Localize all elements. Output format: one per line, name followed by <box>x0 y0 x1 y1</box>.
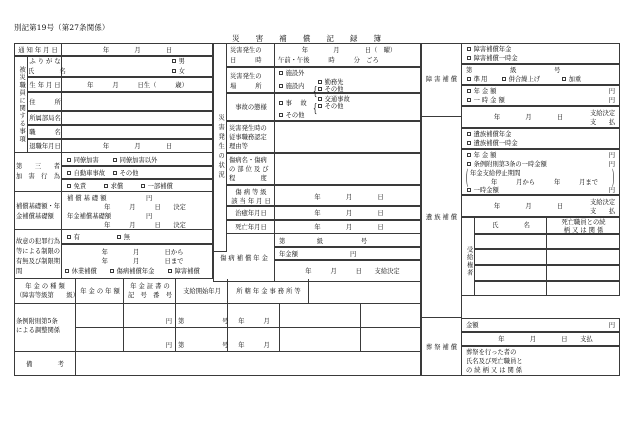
notice-date-value: 年 月 日 <box>102 47 173 54</box>
beneficiary-name-row1[interactable] <box>475 234 547 249</box>
combine-checkbox[interactable] <box>502 77 506 81</box>
pension-extra-header-cell <box>309 279 421 304</box>
survivor-pension-label: 遺族補償年金 <box>473 131 512 138</box>
place-inside-option[interactable] <box>279 83 304 91</box>
cure-value: 年 月 日 <box>314 210 384 217</box>
injury-label-l1: 傷病名・傷病 <box>229 157 267 164</box>
base-amount-row1-unit: 円 <box>146 195 153 202</box>
base-amount-row2-label: 年金補償基礎額 <box>67 213 112 220</box>
acc-traffic-checkbox[interactable] <box>318 97 322 101</box>
cert-row1-no: 第 号 <box>178 318 229 325</box>
survivor-annual-option[interactable] <box>467 152 496 160</box>
apply-checkbox[interactable] <box>467 77 471 81</box>
survivor-unit1: 円 <box>608 152 615 159</box>
disability-unit1: 円 <box>608 88 615 95</box>
acc-other2-label: その他 <box>324 103 344 110</box>
occur-datetime-v1: 年 月 日（ 曜） <box>301 47 397 54</box>
funeral-amount-unit: 円 <box>608 322 615 329</box>
sex-male-option[interactable] <box>172 58 185 66</box>
crime-disability-option[interactable] <box>168 268 200 276</box>
department-label: 所属部局名 <box>29 115 61 122</box>
survivor-decision-l1: 支給決定 <box>590 199 616 206</box>
crime-label-line1: 故意の犯罪行為 <box>16 238 61 245</box>
suspend-paren-open-icon: ( <box>466 167 469 191</box>
base-amount-row2-unit: 円 <box>146 213 153 220</box>
beneficiary-relation-row4[interactable] <box>547 281 620 296</box>
beneficiary-relation-row1[interactable] <box>547 234 620 249</box>
occur-datetime-label-l1: 災害発生の <box>230 47 262 54</box>
sex-female-checkbox[interactable] <box>172 69 176 73</box>
funeral-date-line: 年 月 日 支払 <box>498 336 593 343</box>
acc-accident-option[interactable] <box>279 100 308 108</box>
beneficiary-name-row2[interactable] <box>475 249 547 265</box>
exempt-label: 免責 <box>73 183 87 190</box>
injury-pension-amount-label: 年金額 <box>279 251 298 258</box>
car-accident-label: 自動車事故 <box>73 170 106 177</box>
disability-pension-option[interactable] <box>467 46 511 54</box>
cert-row1-extra-cell[interactable] <box>361 304 421 328</box>
survivor-decision-l2: 支 払 <box>590 208 616 215</box>
accident-label: 事故の態様 <box>235 104 267 111</box>
car-accident-checkbox[interactable] <box>67 171 71 175</box>
place-outside-label: 施設外 <box>285 70 305 77</box>
pension-start-header: 支給開始年月 <box>183 288 221 295</box>
form-number: 別記第19号（第27条関係） <box>14 23 110 32</box>
crime-no-option[interactable] <box>117 234 131 242</box>
survivor-lump-checkbox[interactable] <box>467 141 471 145</box>
lumpsum-amount-checkbox[interactable] <box>467 98 471 102</box>
beneficiary-relation-row2[interactable] <box>547 249 620 265</box>
cert-row1-start: 年 月 <box>238 318 270 325</box>
death-value: 年 月 日 <box>314 224 384 231</box>
crime-yesno-cell[interactable] <box>62 230 213 244</box>
exempt-checkbox[interactable] <box>67 184 71 188</box>
page-title: 災 害 補 償 記 録 簿 <box>232 34 386 43</box>
disability-comp-checkbox[interactable] <box>168 269 172 273</box>
partial-checkbox[interactable] <box>141 184 145 188</box>
duty-label-l1: 災害発生時の <box>229 125 267 132</box>
disability-aggravate-option[interactable] <box>562 76 581 84</box>
birth-value: 年 月 日生（ 歳） <box>87 82 188 89</box>
supplement-label: 条例附則第3条の一時金額 <box>473 161 547 168</box>
third-party-other-checkbox[interactable] <box>113 171 117 175</box>
injury-pension-checkbox[interactable] <box>110 269 114 273</box>
occupation-label: 職 名 <box>29 129 61 136</box>
base-amount-row2-date: 年 月 日 決定 <box>104 222 186 229</box>
disability-lump-checkbox[interactable] <box>467 56 471 60</box>
sex-female-option[interactable] <box>172 68 185 76</box>
crime-label-line3: 有無及び制限期 <box>16 258 61 265</box>
pension-cert-type-l1: 年 金 の 種 類 <box>25 283 65 290</box>
claim-checkbox[interactable] <box>104 184 108 188</box>
grade-date-label-l2: 該 当 年 月 日 <box>231 198 271 205</box>
adjust-row1-unit: 円 <box>165 318 172 325</box>
disability-decision-l1: 支給決定 <box>590 110 616 117</box>
adjust-row1-type[interactable] <box>76 304 124 328</box>
pension-cert-type-l2: （障害等級第 級） <box>16 292 79 299</box>
third-party-other-option[interactable] <box>113 170 138 178</box>
funeral-performer-l1: 葬祭を行った者の <box>466 349 517 356</box>
leave-comp-label: 休業補償 <box>71 268 97 275</box>
injury-pension-grade-line: 第 級 号 <box>279 238 368 245</box>
annual-amount-checkbox[interactable] <box>467 89 471 93</box>
beneficiary-name-header: 氏 名 <box>492 222 530 229</box>
crime-yes-checkbox[interactable] <box>67 235 71 239</box>
victim-section-vertical-label: 被災職員に関する事項 <box>18 66 26 143</box>
claim-label: 求償 <box>110 183 124 190</box>
disability-date-line: 年 月 日 <box>493 114 564 121</box>
aggravate-label: 加重 <box>568 76 582 83</box>
duty-label-l3: 理由等 <box>229 143 248 150</box>
crime-period-to: 年 月 日まで <box>101 258 184 265</box>
base-amount-row1-label: 補 償 基 礎 額 <box>67 195 107 202</box>
acc-traffic-label: 交通事故 <box>324 96 350 103</box>
survivor-annual-label: 年 金 額 <box>473 152 497 159</box>
department-value-cell[interactable] <box>62 111 213 125</box>
survivor-unit2: 円 <box>608 161 615 168</box>
survivor-pension-checkbox[interactable] <box>467 132 471 136</box>
survivor-suspend-l2: 年 月から 年 月まで <box>490 179 599 186</box>
adjust-row2-unit: 円 <box>165 342 172 349</box>
acc-other-option[interactable] <box>279 112 304 120</box>
acc-accident-checkbox[interactable] <box>279 101 283 105</box>
survivor-lump-option[interactable] <box>467 140 518 148</box>
injury-label-l3: 程 度 <box>229 175 267 182</box>
colleague-label: 同僚加害 <box>73 157 99 164</box>
funeral-performer-l3: の 続 柄 又 は 関 係 <box>466 367 523 374</box>
beneficiary-relation-header-l1: 死亡職員との続 <box>561 219 606 226</box>
disability-annual-option[interactable] <box>467 88 496 96</box>
disability-decision-l2: 支 払 <box>590 119 616 126</box>
non-colleague-label: 同僚加害以外 <box>119 157 158 164</box>
third-party-other-label: その他 <box>119 170 139 177</box>
partial-option[interactable] <box>141 183 173 191</box>
exempt-option[interactable] <box>67 183 86 191</box>
place-inside-label: 施設内 <box>285 83 305 90</box>
disability-pension-label: 障害補償年金 <box>473 46 512 53</box>
notice-date-label: 通 知 年 月 日 <box>18 47 58 54</box>
partial-label: 一部補償 <box>147 183 173 190</box>
address-label: 住 所 <box>29 99 61 106</box>
remarks-value-cell[interactable] <box>76 352 421 376</box>
remarks-label: 備 考 <box>26 361 64 368</box>
disability-lumpsum-option[interactable] <box>467 97 505 105</box>
survivor-label: 遺 族 補 償 <box>425 214 458 221</box>
retire-value: 年 月 日 <box>102 143 173 150</box>
cert-row2-extra-cell[interactable] <box>361 328 421 352</box>
crime-period-from: 年 月 日から <box>101 249 184 256</box>
occur-datetime-label-l2: 日 時 <box>230 57 262 64</box>
combine-label: 併合繰上げ <box>508 76 541 83</box>
survivor-pension-option[interactable] <box>467 131 511 139</box>
pension-cert-no-header-l1: 年 金 証 書 の <box>130 283 170 290</box>
cert-row1-office-cell[interactable] <box>280 304 361 328</box>
survivor-suspend-l1: 年金支給停止期間 <box>470 170 521 177</box>
base-amount-label-line1: 補償基礎額・年 <box>16 203 61 210</box>
crime-yes-label: 有 <box>73 234 81 241</box>
disability-pension-checkbox[interactable] <box>467 47 471 51</box>
third-party-car-option[interactable] <box>67 170 105 178</box>
disability-grade-line: 第 級 号 <box>466 67 561 74</box>
address-value-cell[interactable] <box>62 92 213 111</box>
pension-office-header: 所 轄 年 金 事 務 所 等 <box>236 288 301 295</box>
third-party-label-line1: 第 三 者 <box>15 163 61 170</box>
cert-row2-no: 第 号 <box>178 342 229 349</box>
beneficiary-name-row4[interactable] <box>475 281 547 296</box>
base-amount-label-line2: 金補償基礎額 <box>16 213 54 220</box>
apply-label: 準用 <box>473 76 489 83</box>
occur-datetime-v2: 午前・午後 時 分 ごろ <box>278 57 379 64</box>
cure-label: 治癒年月日 <box>235 210 267 217</box>
occur-place-label-l2: 場 所 <box>230 83 262 90</box>
crime-no-label: 無 <box>123 234 131 241</box>
survivor-supplement-option[interactable] <box>467 161 547 169</box>
crime-leave-option[interactable] <box>65 268 97 276</box>
survivor-lumpsum-checkbox[interactable] <box>467 188 471 192</box>
supplement-checkbox[interactable] <box>467 162 471 166</box>
occur-place-label-l1: 災害発生の <box>230 73 262 80</box>
occurrence-section-vertical-label: 災害発生の状況 <box>217 114 225 181</box>
survivor-annual-checkbox[interactable] <box>467 153 471 157</box>
acc-other2-option[interactable] <box>318 103 343 111</box>
beneficiary-relation-header-l2: 柄 又 は 関 係 <box>563 227 604 234</box>
lumpsum-amount-label: 一 時 金 額 <box>473 97 505 104</box>
acc-other2-checkbox[interactable] <box>318 104 322 108</box>
place-inside-checkbox[interactable] <box>279 84 283 88</box>
disability-label: 障 害 補 償 <box>425 76 458 83</box>
place-work-label: 勤務先 <box>324 79 344 86</box>
beneficiary-name-row3[interactable] <box>475 265 547 281</box>
death-label: 死亡年月日 <box>235 224 267 231</box>
pension-annual-amount-header: 年 金 の 年 額 <box>80 288 120 295</box>
survivor-lump-label: 遺族補償一時金 <box>473 140 518 147</box>
grade-date-label-l1: 傷 病 等 級 <box>235 189 267 196</box>
claim-option[interactable] <box>104 183 123 191</box>
accident-brace-icon: { <box>313 101 318 115</box>
acc-other-label: その他 <box>285 112 305 119</box>
survivor-date-line: 年 月 日 <box>493 203 564 210</box>
annual-amount-label: 年 金 額 <box>473 88 497 95</box>
pension-cert-no-header-l2: 記 号 番 号 <box>127 292 173 299</box>
place-work-checkbox[interactable] <box>318 80 322 84</box>
name-label: 氏 名 <box>28 68 66 75</box>
acc-other-checkbox[interactable] <box>279 113 283 117</box>
suspend-paren-close-icon: ) <box>612 167 615 191</box>
injury-value-cell[interactable] <box>275 153 421 185</box>
third-party-non-colleague-option[interactable] <box>113 157 157 165</box>
cert-row2-start: 年 月 <box>238 342 270 349</box>
third-party-colleague-option[interactable] <box>67 157 99 165</box>
acc-accident-label: 事 故 <box>285 100 308 107</box>
injury-pension-decision-line: 年 月 日 支給決定 <box>305 268 400 275</box>
injury-pension-label: 傷病補償年金 <box>116 268 155 275</box>
place-other-checkbox[interactable] <box>318 87 322 91</box>
survivor-lumpsum-option[interactable] <box>467 187 499 195</box>
place-outside-checkbox[interactable] <box>279 71 283 75</box>
base-amount-row1-date: 年 月 日 決定 <box>104 204 186 211</box>
disability-combine-option[interactable] <box>502 76 540 84</box>
crime-yes-option[interactable] <box>67 234 81 242</box>
disability-comp-label: 障害補償 <box>174 268 200 275</box>
leave-comp-checkbox[interactable] <box>65 269 69 273</box>
cert-row2-office-cell[interactable] <box>280 328 361 352</box>
name-value-cell[interactable] <box>62 56 213 77</box>
retire-label: 退職年月日 <box>29 143 61 150</box>
place-outside-option[interactable] <box>279 70 304 78</box>
crime-label-line4: 間 <box>16 268 23 275</box>
injury-pension-label: 傷 病 補 償 年 金 <box>220 255 268 262</box>
grade-date-value: 年 月 日 <box>314 194 384 201</box>
survivor-unit3: 円 <box>608 187 615 194</box>
funeral-performer-l2: 氏名及び死亡職員と <box>466 358 523 365</box>
non-colleague-checkbox[interactable] <box>113 158 117 162</box>
third-party-label-line2: 加 害 行 為 <box>15 173 61 180</box>
place-brace-icon: { <box>313 84 318 98</box>
aggravate-checkbox[interactable] <box>562 77 566 81</box>
disability-apply-option[interactable] <box>467 76 488 84</box>
disability-lump-option[interactable] <box>467 55 518 63</box>
survivor-lumpsum-label: 一時金額 <box>473 187 499 194</box>
colleague-checkbox[interactable] <box>67 158 71 162</box>
funeral-label: 葬 祭 補 償 <box>425 344 458 351</box>
duty-label-l2: 従事職務認定 <box>229 134 267 141</box>
place-other-label: その他 <box>324 86 344 93</box>
adjustment-label-l2: による調整関係 <box>16 327 61 334</box>
adjustment-label-l1: 条例附則第5条 <box>16 318 58 325</box>
crime-no-checkbox[interactable] <box>117 235 121 239</box>
beneficiary-vertical-label: 受給権者 <box>465 245 473 277</box>
beneficiary-relation-row3[interactable] <box>547 265 620 281</box>
injury-label-l2: の 部 位 及 び <box>229 166 269 173</box>
furigana-label: ふ り が な <box>29 58 61 65</box>
crime-label-line2: 等による制限の <box>16 248 61 255</box>
birth-label: 生 年 月 日 <box>29 82 61 89</box>
injury-pension-amount-unit: 円 <box>350 251 357 258</box>
funeral-amount-label: 金額 <box>466 322 479 329</box>
sex-male-checkbox[interactable] <box>172 59 176 63</box>
sex-male-label: 男 <box>178 58 185 65</box>
disability-lump-label: 障害補償一時金 <box>473 55 518 62</box>
disability-unit2: 円 <box>608 97 615 104</box>
sex-female-label: 女 <box>178 68 185 75</box>
duty-value-cell[interactable] <box>275 121 421 153</box>
occupation-value-cell[interactable] <box>62 125 213 139</box>
crime-injury-pension-option[interactable] <box>110 268 154 276</box>
adjust-row2-type[interactable] <box>76 328 124 352</box>
